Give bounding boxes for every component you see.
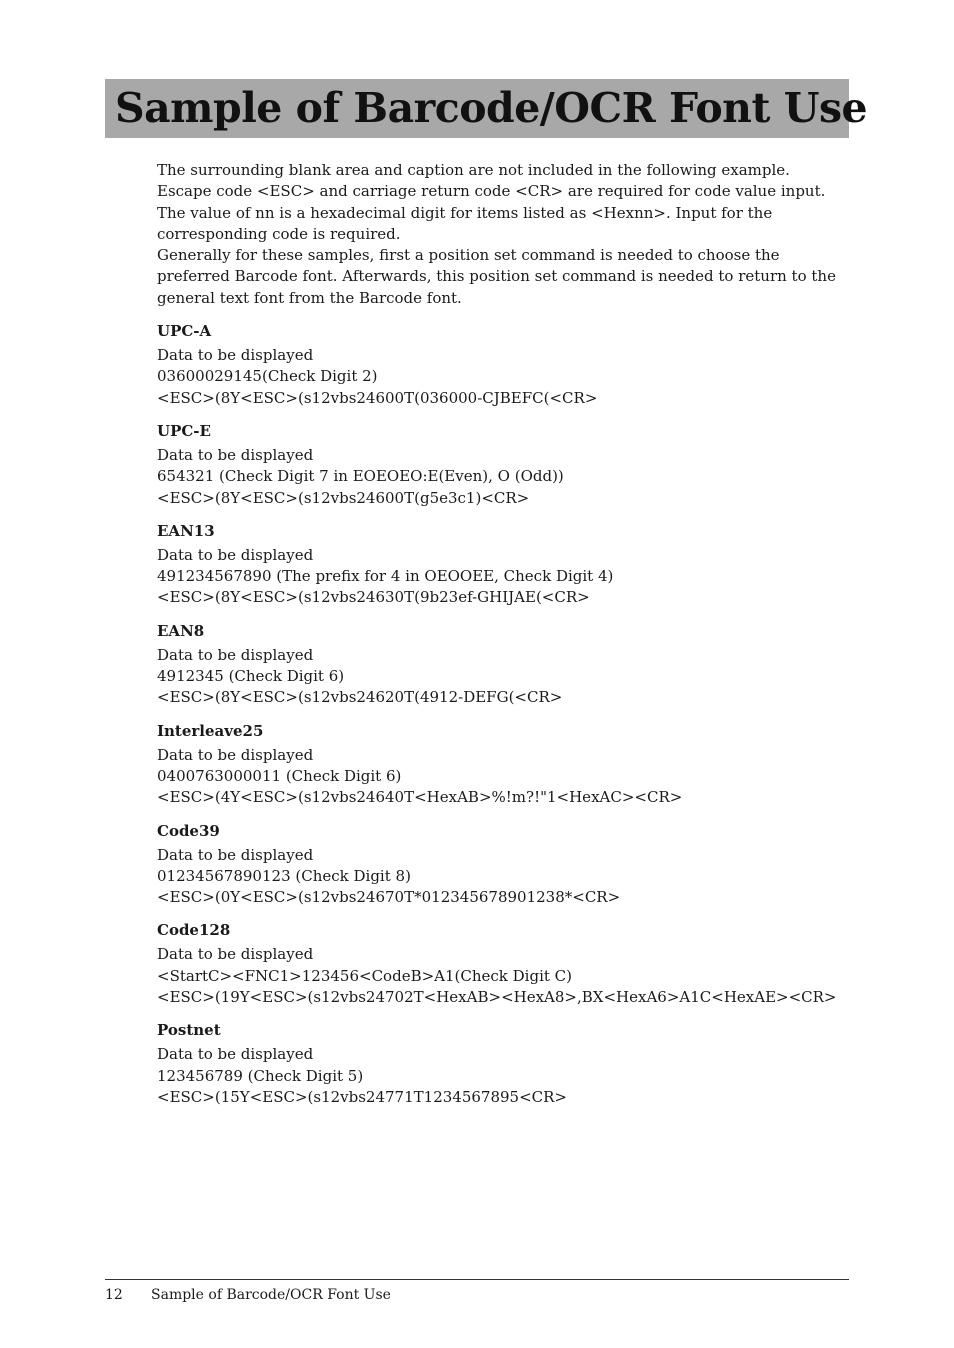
section-heading: UPC-A bbox=[157, 322, 212, 341]
intro-paragraph: Escape code <ESC> and carriage return code <CR> are required for code value input. bbox=[157, 182, 826, 201]
section-ean8 bbox=[157, 621, 847, 709]
data-value: 03600029145(Check Digit 2) bbox=[157, 367, 378, 386]
section-heading: Interleave25 bbox=[157, 721, 264, 740]
command-string: <ESC>(15Y<ESC>(s12vbs24771T1234567895<CR> bbox=[157, 1087, 567, 1106]
data-value: <StartC><FNC1>123456<CodeB>A1(Check Digit C) bbox=[157, 966, 573, 985]
data-label: Data to be displayed bbox=[157, 545, 314, 564]
section-upc-a bbox=[157, 321, 847, 409]
data-label: Data to be displayed bbox=[157, 745, 314, 764]
data-label: Data to be displayed bbox=[157, 945, 314, 964]
page-footer bbox=[105, 1286, 391, 1304]
section-ean13 bbox=[157, 521, 847, 609]
page-content bbox=[157, 160, 847, 1108]
data-label: Data to be displayed bbox=[157, 346, 314, 365]
command-string: <ESC>(8Y<ESC>(s12vbs24600T(g5e3c1)<CR> bbox=[157, 488, 530, 507]
intro-paragraph: The surrounding blank area and caption are not included in the following example. bbox=[157, 161, 790, 179]
page-number: 12 bbox=[105, 1287, 123, 1303]
command-string: <ESC>(8Y<ESC>(s12vbs24620T(4912-DEFG(<CR> bbox=[157, 688, 563, 707]
section-code39 bbox=[157, 821, 847, 909]
section-code128 bbox=[157, 920, 847, 1008]
command-string: <ESC>(8Y<ESC>(s12vbs24630T(9b23ef-GHIJAE(<CR> bbox=[157, 588, 590, 607]
intro-text bbox=[157, 160, 847, 309]
command-string: <ESC>(0Y<ESC>(s12vbs24670T*012345678901238*<CR> bbox=[157, 888, 621, 907]
command-string: <ESC>(19Y<ESC>(s12vbs24702T<HexAB><HexA8>,BX<HexA6>A1C<HexAE><CR> bbox=[157, 988, 837, 1007]
command-string: <ESC>(4Y<ESC>(s12vbs24640T<HexAB>%!m?!"1<HexAC><CR> bbox=[157, 788, 683, 807]
page-title: Sample of Barcode/OCR Font Use bbox=[115, 84, 868, 132]
data-label: Data to be displayed bbox=[157, 1045, 314, 1064]
running-title: Sample of Barcode/OCR Font Use bbox=[151, 1287, 391, 1303]
footer-divider bbox=[105, 1279, 849, 1280]
section-heading: UPC-E bbox=[157, 421, 211, 440]
data-value: 654321 (Check Digit 7 in EOEOEO:E(Even), O (Odd)) bbox=[157, 467, 564, 486]
data-value: 0400763000011 (Check Digit 6) bbox=[157, 766, 402, 785]
data-value: 491234567890 (The prefix for 4 in OEOOEE, Check Digit 4) bbox=[157, 567, 614, 586]
section-heading: EAN13 bbox=[157, 521, 215, 540]
section-heading: EAN8 bbox=[157, 621, 205, 640]
section-heading: Postnet bbox=[157, 1021, 221, 1040]
data-label: Data to be displayed bbox=[157, 445, 314, 464]
section-upc-e bbox=[157, 421, 847, 509]
data-value: 4912345 (Check Digit 6) bbox=[157, 667, 345, 686]
section-postnet bbox=[157, 1020, 847, 1108]
data-value: 123456789 (Check Digit 5) bbox=[157, 1066, 364, 1085]
section-heading: Code128 bbox=[157, 921, 231, 940]
section-interleave25 bbox=[157, 721, 847, 809]
intro-paragraph: The value of nn is a hexadecimal digit for items listed as <Hexnn>. Input for the corresponding code is required. bbox=[157, 203, 773, 243]
title-bar bbox=[105, 79, 868, 138]
intro-paragraph: Generally for these samples, first a position set command is needed to choose the preferred Barcode font. Afterwards, this position set command is needed to return to the general text font from the Barcode font. bbox=[157, 246, 836, 307]
data-label: Data to be displayed bbox=[157, 645, 314, 664]
section-heading: Code39 bbox=[157, 821, 220, 840]
data-value: 01234567890123 (Check Digit 8) bbox=[157, 866, 411, 885]
command-string: <ESC>(8Y<ESC>(s12vbs24600T(036000-CJBEFC(<CR> bbox=[157, 388, 598, 407]
data-label: Data to be displayed bbox=[157, 845, 314, 864]
